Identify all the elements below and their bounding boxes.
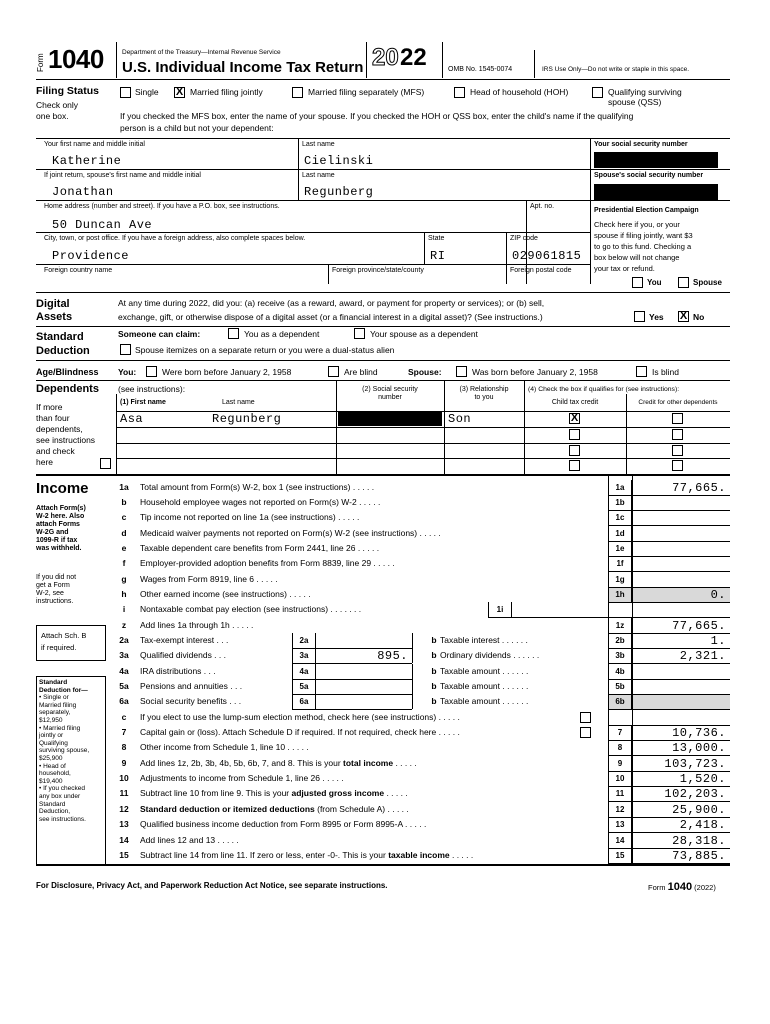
l1c-label: Tip income not reported on line 1a (see instructions) . . . . . [140, 512, 360, 522]
l4a-box: 4a [292, 664, 316, 679]
l3b-amount[interactable]: 2,321. [679, 649, 726, 663]
l1i-num: i [122, 604, 126, 614]
street-field[interactable]: 50 Duncan Ave [52, 218, 153, 232]
dep3-odc-checkbox[interactable] [672, 445, 683, 456]
l11-num: 11 [119, 788, 129, 798]
ssn-redacted [594, 152, 718, 168]
state-label: State [428, 235, 445, 242]
l5a-num: 5a [119, 681, 129, 691]
l3b-label: Ordinary dividends . . . . . . [440, 650, 540, 660]
l7-label: Capital gain or (loss). Attach Schedule D if required. If not required, check here . . . . . [140, 727, 460, 737]
l6a-num: 6a [119, 696, 129, 706]
l6a-rule-v [412, 694, 413, 709]
l1f-num: f [122, 558, 126, 568]
dep1-odc-checkbox[interactable] [672, 413, 683, 424]
l1d-num: d [121, 528, 127, 538]
l4a-rule-v [412, 664, 413, 679]
dep-ctc-header: Child tax credit [551, 399, 599, 406]
city-field[interactable]: Providence [52, 249, 130, 263]
mfs-note-2: person is a child but not your dependent: [120, 123, 274, 133]
l1a-amount[interactable]: 77,665. [672, 481, 726, 495]
omb-number: OMB No. 1545-0074 [448, 66, 513, 73]
l1d-box: 1d [608, 526, 632, 541]
l2a-rule-v [412, 633, 413, 648]
dependents-title: Dependents [36, 383, 99, 395]
l2b-label: Taxable interest . . . . . . [440, 635, 528, 645]
l13-box: 13 [608, 817, 632, 832]
l1z-num: z [121, 620, 127, 630]
spouse-itemizes-label: Spouse itemizes on a separate return or you were a dual-status alien [135, 345, 395, 355]
l1b-num: b [121, 497, 127, 507]
l1b-label: Household employee wages not reported on Form(s) W-2 . . . . . [140, 497, 381, 507]
home-address-label: Home address (number and street). If you have a P.O. box, see instructions. [44, 203, 280, 210]
l15-num: 15 [119, 850, 129, 860]
l6b-label: Taxable amount . . . . . . [440, 696, 529, 706]
l6b-rule [608, 709, 730, 710]
foreign-province-label: Foreign province/state/county [332, 267, 424, 274]
l3b-box: 3b [608, 648, 632, 663]
state-field[interactable]: RI [430, 249, 446, 263]
l3a-num: 3a [119, 650, 129, 660]
digital-assets-title: Digital Assets [36, 298, 73, 323]
dep1-first[interactable]: Asa [120, 412, 144, 426]
l8-label: Other income from Schedule 1, line 10 . . . . . [140, 742, 309, 752]
l6a-rule [292, 709, 412, 710]
l15-label: Subtract line 14 from line 11. If zero or less, enter -0-. This is your taxable income . . . . . [140, 850, 474, 860]
l11-label: Subtract line 10 from line 9. This is your adjusted gross income . . . . . [140, 788, 408, 798]
age-you-label: You: [118, 367, 137, 377]
attach-w2-note: Attach Form(s) W-2 here. Also attach Forms W-2G and 1099-R if tax was withheld. [36, 505, 86, 552]
l5b-label: Taxable amount . . . . . . [440, 681, 529, 691]
l5a-label: Pensions and annuities . . . [140, 681, 243, 691]
zip-field[interactable]: 029061815 [512, 249, 582, 263]
l12-num: 12 [119, 804, 129, 814]
form-word: Form [36, 53, 45, 72]
digital-line-2: exchange, gift, or otherwise dispose of a digital asset (or a financial interest in a digital asset)? (See instructions.) [118, 312, 543, 322]
dep4-ctc-checkbox[interactable] [569, 460, 580, 471]
l9-box: 9 [608, 756, 632, 771]
age-spouse-label: Spouse: [408, 367, 442, 377]
age-blindness-title: Age/Blindness [36, 367, 99, 377]
mfs-label: Married filing separately (MFS) [308, 87, 425, 97]
spouse-blind-checkbox[interactable] [636, 366, 647, 377]
l13-num: 13 [119, 819, 129, 829]
l2a-num: 2a [119, 635, 129, 645]
l4b-num: b [431, 666, 437, 676]
l3b-num: b [431, 650, 437, 660]
form-title: U.S. Individual Income Tax Return [122, 59, 364, 76]
qss-checkbox[interactable] [592, 87, 603, 98]
l12-label: Standard deduction or itemized deductions (from Schedule A) . . . . . [140, 804, 409, 814]
dep2-odc-checkbox[interactable] [672, 429, 683, 440]
spouse-last-label: Last name [302, 172, 335, 179]
spouse-ssn-label: Spouse's social security number [594, 172, 704, 179]
standard-deduction-box: Standard Deduction for— • Single or Married filing separately, $12,950 • Married filing jointly or Qualifying surviving spouse, $25,900 • Head of household, $19,400 • If you checked any box under Standard Deduction, see instructions. [36, 676, 106, 866]
l4b-box: 4b [608, 664, 632, 679]
spouse-born-checkbox[interactable] [456, 366, 467, 377]
l5a-rule-v [412, 679, 413, 694]
one-box-label: one box. [36, 111, 69, 121]
spouse-first-label: If joint return, spouse's first name and middle initial [44, 172, 201, 179]
pec-spouse-label: Spouse [693, 278, 722, 287]
l14-num: 14 [119, 835, 129, 845]
qss-label-1: Qualifying surviving [608, 87, 682, 97]
mfj-label: Married filing jointly [190, 87, 263, 97]
l10-num: 10 [119, 773, 129, 783]
l1f-label: Employer-provided adoption benefits from Form 8839, line 29 . . . . . [140, 558, 395, 568]
more-dependents-checkbox[interactable] [100, 458, 111, 469]
l5b-num: b [431, 681, 437, 691]
dep-rel-header: (3) Relationship to you [459, 386, 509, 401]
no-w2-note: If you did not get a Form W-2, see instructions. [36, 574, 77, 605]
pec-title: Presidential Election Campaign [594, 207, 699, 214]
foreign-postal-label: Foreign postal code [510, 267, 572, 274]
l4a-label: IRA distributions . . . [140, 666, 216, 676]
l10-label: Adjustments to income from Schedule 1, line 26 . . . . . [140, 773, 344, 783]
you-blind-checkbox[interactable] [328, 366, 339, 377]
dep-first-header: (1) First name [120, 399, 166, 406]
single-checkbox[interactable] [120, 87, 131, 98]
l9-label: Add lines 1z, 2b, 3b, 4b, 5b, 6b, 7, and 8. This is your total income . . . . . [140, 758, 417, 768]
l1z-label: Add lines 1a through 1h . . . . . [140, 620, 254, 630]
l1g-num: g [121, 574, 127, 584]
check-only-label: Check only [36, 100, 79, 110]
l1h-box: 1h [608, 587, 632, 602]
l1z-amount[interactable]: 77,665. [672, 619, 726, 633]
l5a-box: 5a [292, 679, 316, 694]
pec-text: Check here if you, or your spouse if filing jointly, want $3 to go to this fund. Checking a box below will not change your tax or refund. [594, 220, 693, 273]
digital-no-checkbox[interactable]: X [679, 310, 688, 322]
hoh-checkbox[interactable] [454, 87, 465, 98]
spouse-first-field[interactable]: Jonathan [52, 185, 114, 199]
dep2-ctc-checkbox[interactable] [569, 429, 580, 440]
footer-notice: For Disclosure, Privacy Act, and Paperwork Reduction Act Notice, see separate instructions. [36, 881, 388, 890]
pec-you-checkbox[interactable] [632, 277, 643, 288]
form-number: 1040 [48, 44, 104, 74]
last-name-label: Last name [302, 141, 335, 148]
spouse-itemizes-checkbox[interactable] [120, 344, 131, 355]
l6c-checkbox[interactable] [580, 712, 591, 723]
l4a-num: 4a [119, 666, 129, 676]
l1a-num: 1a [119, 482, 129, 492]
l1i-label: Nontaxable combat pay election (see instructions) . . . . . . . [140, 604, 362, 614]
l1h-label: Other earned income (see instructions) . . . . . [140, 589, 311, 599]
l6c-label: If you elect to use the lump-sum election method, check here (see instructions) . . . . . [140, 712, 460, 722]
spouse-dependent-label: Your spouse as a dependent [370, 329, 478, 339]
l1b-box: 1b [608, 495, 632, 510]
l10-amount[interactable]: 1,520. [679, 772, 726, 786]
l12-box: 12 [608, 802, 632, 817]
city-label: City, town, or post office. If you have a foreign address, also complete spaces below. [44, 235, 306, 242]
l3a-label: Qualified dividends . . . [140, 650, 226, 660]
l7-checkbox[interactable] [580, 727, 591, 738]
dep1-last[interactable]: Regunberg [212, 412, 282, 426]
l2a-label: Tax-exempt interest . . . [140, 635, 229, 645]
zip-label: ZIP code [510, 235, 538, 242]
you-born-checkbox[interactable] [146, 366, 157, 377]
apt-label: Apt. no. [530, 203, 555, 210]
dep3-ctc-checkbox[interactable] [569, 445, 580, 456]
you-born-label: Were born before January 2, 1958 [162, 367, 292, 377]
you-dependent-checkbox[interactable] [228, 328, 239, 339]
l2b-num: b [431, 635, 437, 645]
l8-num: 8 [121, 742, 127, 752]
first-name-field[interactable]: Katherine [52, 154, 122, 168]
dep4-odc-checkbox[interactable] [672, 460, 683, 471]
l13-amount[interactable]: 2,418. [679, 818, 726, 832]
l3a-rule-v [412, 648, 413, 663]
l11-box: 11 [608, 786, 632, 801]
spouse-dependent-checkbox[interactable] [354, 328, 365, 339]
l14-amount[interactable]: 28,318. [672, 834, 726, 848]
l1e-num: e [121, 543, 127, 553]
l13-label: Qualified business income deduction from Form 8995 or Form 8995-A . . . . . [140, 819, 427, 829]
dep-odc-header: Credit for other dependents [638, 399, 718, 406]
foreign-country-label: Foreign country name [44, 267, 113, 274]
digital-no-label: No [693, 312, 705, 322]
digital-yes-checkbox[interactable] [634, 311, 645, 322]
digital-yes-label: Yes [649, 312, 664, 322]
l8-amount[interactable]: 13,000. [672, 741, 726, 755]
l1h-amount[interactable]: 0. [710, 588, 726, 602]
l3a-box: 3a [292, 648, 316, 663]
hoh-label: Head of household (HOH) [470, 87, 569, 97]
l2b-amount[interactable]: 1. [710, 634, 726, 648]
l1h-rule [608, 602, 730, 603]
l4b-label: Taxable amount . . . . . . [440, 666, 529, 676]
form-1040-page [36, 42, 730, 902]
irs-use-only: IRS Use Only—Do not write or staple in this space. [542, 66, 690, 73]
l1g-box: 1g [608, 572, 632, 587]
l1a-label: Total amount from Form(s) W-2, box 1 (see instructions) . . . . . [140, 482, 375, 492]
spouse-ssn-redacted [594, 184, 718, 200]
l2b-box: 2b [608, 633, 632, 648]
l12-amount[interactable]: 25,900. [672, 803, 726, 817]
dependents-side-note: If more than four dependents, see instructions and check here [36, 402, 96, 467]
you-dependent-label: You as a dependent [244, 329, 320, 339]
l7-box: 7 [608, 725, 632, 740]
single-label: Single [135, 87, 159, 97]
l1c-box: 1c [608, 510, 632, 525]
dep1-ssn-redacted [338, 412, 442, 426]
l8-box: 8 [608, 740, 632, 755]
l9-amount[interactable]: 103,723. [664, 757, 726, 771]
l1d-label: Medicaid waiver payments not reported on Form(s) W-2 (see instructions) . . . . . [140, 528, 441, 538]
attach-sch-b-box: Attach Sch. B if required. [36, 625, 106, 661]
l6b-box: 6b [608, 694, 632, 709]
you-blind-label: Are blind [344, 367, 378, 377]
dep-last-header: Last name [222, 399, 255, 406]
dep-ssn-header: (2) Social security number [362, 386, 418, 401]
l10-box: 10 [608, 771, 632, 786]
l14-box: 14 [608, 833, 632, 848]
l2a-box: 2a [292, 633, 316, 648]
l1c-num: c [121, 512, 127, 522]
l6b-num: b [431, 696, 437, 706]
l1g-label: Wages from Form 8919, line 6 . . . . . [140, 574, 278, 584]
shade-6c-amount [633, 694, 730, 709]
l6c-num: c [121, 712, 127, 722]
l11-amount[interactable]: 102,203. [664, 787, 726, 801]
digital-line-1: At any time during 2022, did you: (a) receive (as a reward, award, or payment for property or services); or (b) sell, [118, 298, 545, 308]
year-outline: 20 [372, 44, 399, 71]
l3a-amount[interactable]: 895. [377, 649, 408, 663]
l6a-box: 6a [292, 694, 316, 709]
spouse-born-label: Was born before January 2, 1958 [472, 367, 598, 377]
l1a-box: 1a [608, 480, 632, 495]
l14-label: Add lines 12 and 13 . . . . . [140, 835, 239, 845]
l9-num: 9 [121, 758, 127, 768]
pec-you-label: You [647, 278, 662, 287]
mfs-checkbox[interactable] [292, 87, 303, 98]
l5b-box: 5b [608, 679, 632, 694]
married-filing-jointly-checkbox[interactable]: X [175, 86, 184, 98]
footer-form: Form 1040 (2022) [648, 881, 716, 893]
spouse-blind-label: Is blind [652, 367, 679, 377]
dep1-ctc-checkbox[interactable]: X [570, 412, 579, 424]
l1e-box: 1e [608, 541, 632, 556]
income-title: Income [36, 480, 89, 497]
dependents-see: (see instructions): [118, 384, 186, 394]
first-name-label: Your first name and middle initial [44, 141, 145, 148]
someone-can-claim: Someone can claim: [118, 329, 201, 339]
l1e-label: Taxable dependent care benefits from Form 2441, line 26 . . . . . [140, 543, 380, 553]
mfs-note-1: If you checked the MFS box, enter the name of your spouse. If you checked the HOH or QSS box, enter the child's name if the qualifying [120, 111, 634, 121]
l1i-rule [488, 617, 608, 618]
last-name-field[interactable]: Cielinski [304, 154, 374, 168]
spouse-last-field[interactable]: Regunberg [304, 185, 374, 199]
year-bold: 22 [400, 44, 427, 71]
l15-box: 15 [608, 848, 632, 863]
dep-check-header: (4) Check the box if qualifies for (see instructions): [528, 386, 680, 393]
qss-label-2: spouse (QSS) [608, 97, 662, 107]
ssn-label: Your social security number [594, 141, 688, 148]
department-label: Department of the Treasury—Internal Revenue Service [122, 49, 281, 56]
standard-deduction-title: Standard Deduction [36, 331, 90, 357]
filing-status-title: Filing Status [36, 85, 99, 97]
l1h-num: h [121, 589, 127, 599]
dep1-relationship[interactable]: Son [448, 412, 472, 426]
l15-amount[interactable]: 73,885. [672, 849, 726, 863]
l7-amount[interactable]: 10,736. [672, 726, 726, 740]
l1f-box: 1f [608, 556, 632, 571]
l1z-box: 1z [608, 618, 632, 633]
l1i-box: 1i [488, 602, 512, 617]
pec-spouse-checkbox[interactable] [678, 277, 689, 288]
l6a-label: Social security benefits . . . [140, 696, 242, 706]
l7-num: 7 [121, 727, 127, 737]
